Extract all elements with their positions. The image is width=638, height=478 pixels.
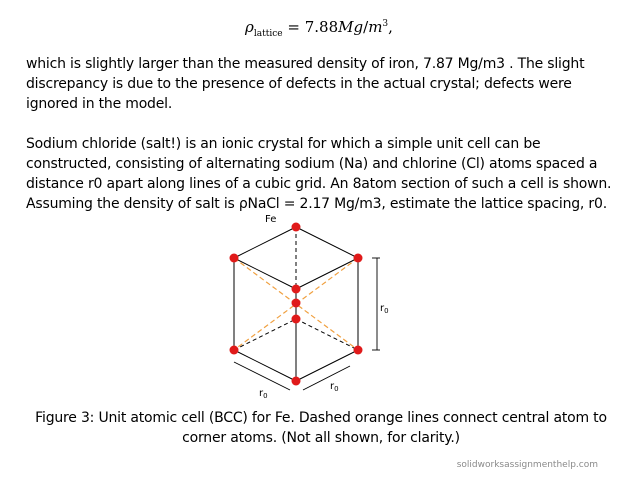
- hidden-edge-right: [296, 319, 358, 350]
- dim-bottom-right-label: $r_0$: [330, 381, 339, 393]
- edge-bottom-left: [234, 350, 296, 381]
- unit-exponent: 3: [382, 19, 389, 29]
- unit-slash: /: [363, 18, 369, 36]
- atom-top-right: [354, 254, 363, 263]
- atom-top-back: [292, 223, 301, 232]
- edge-top-front-right: [296, 258, 358, 289]
- paragraph-sodium-chloride: Sodium chloride (salt!) is an ionic crystal for which a simple unit cell can be constructed, consisting of alternating sodium (Na) and chlorine (Cl) atoms spaced a distance r0 apart along lines of a cubic grid. An 8atom section of such a cell is shown. Assuming the density of salt is ρNaCl = 2.17 Mg/m3, estimate the lattice spacing, r0.: [26, 136, 612, 212]
- equals-sign: =: [287, 18, 300, 36]
- dim-bottom-right-line: [303, 366, 350, 390]
- edge-top-front-left: [234, 258, 296, 289]
- atom-bottom-right: [354, 346, 363, 355]
- dim-right-label: $r_0$: [380, 303, 389, 315]
- density-equation: [0, 18, 638, 39]
- atom-bottom-front: [292, 377, 301, 386]
- atom-bottom-back: [292, 315, 301, 324]
- figure-caption: Figure 3: Unit atomic cell (BCC) for Fe. Dashed orange lines connect central atom to corner atoms. (Not all shown, for clarity.): [35, 410, 607, 446]
- atom-top-front: [292, 285, 301, 294]
- atom-center: [292, 299, 301, 308]
- density-value: 7.88: [304, 18, 339, 36]
- paragraph-iron-density: which is slightly larger than the measured density of iron, 7.87 Mg/m3 . The slight discrepancy is due to the presence of defects in the actual crystal; defects were ignored in the model.: [26, 56, 585, 112]
- bcc-cell-diagram: [200, 208, 420, 408]
- atom-bottom-left: [230, 346, 239, 355]
- unit-g: g: [353, 18, 364, 36]
- edge-top-right: [296, 227, 358, 258]
- lattice-subscript: lattice: [253, 29, 283, 39]
- atom-top-left: [230, 254, 239, 263]
- equation-comma: ,: [388, 18, 393, 36]
- hidden-edge-left: [234, 319, 296, 350]
- unit-m: M: [338, 18, 354, 36]
- dim-bottom-left-line: [234, 362, 290, 390]
- unit-m2: m: [368, 18, 383, 36]
- bcc-unit-cell-figure: [200, 208, 420, 408]
- fe-label: Fe: [265, 214, 277, 225]
- edge-bottom-right: [296, 350, 358, 381]
- rho-symbol: ρ: [245, 18, 254, 36]
- dim-bottom-left-label: $r_0$: [259, 388, 268, 400]
- edge-top-left: [234, 227, 296, 258]
- source-watermark: solidworksassignmenthelp.com: [456, 460, 598, 470]
